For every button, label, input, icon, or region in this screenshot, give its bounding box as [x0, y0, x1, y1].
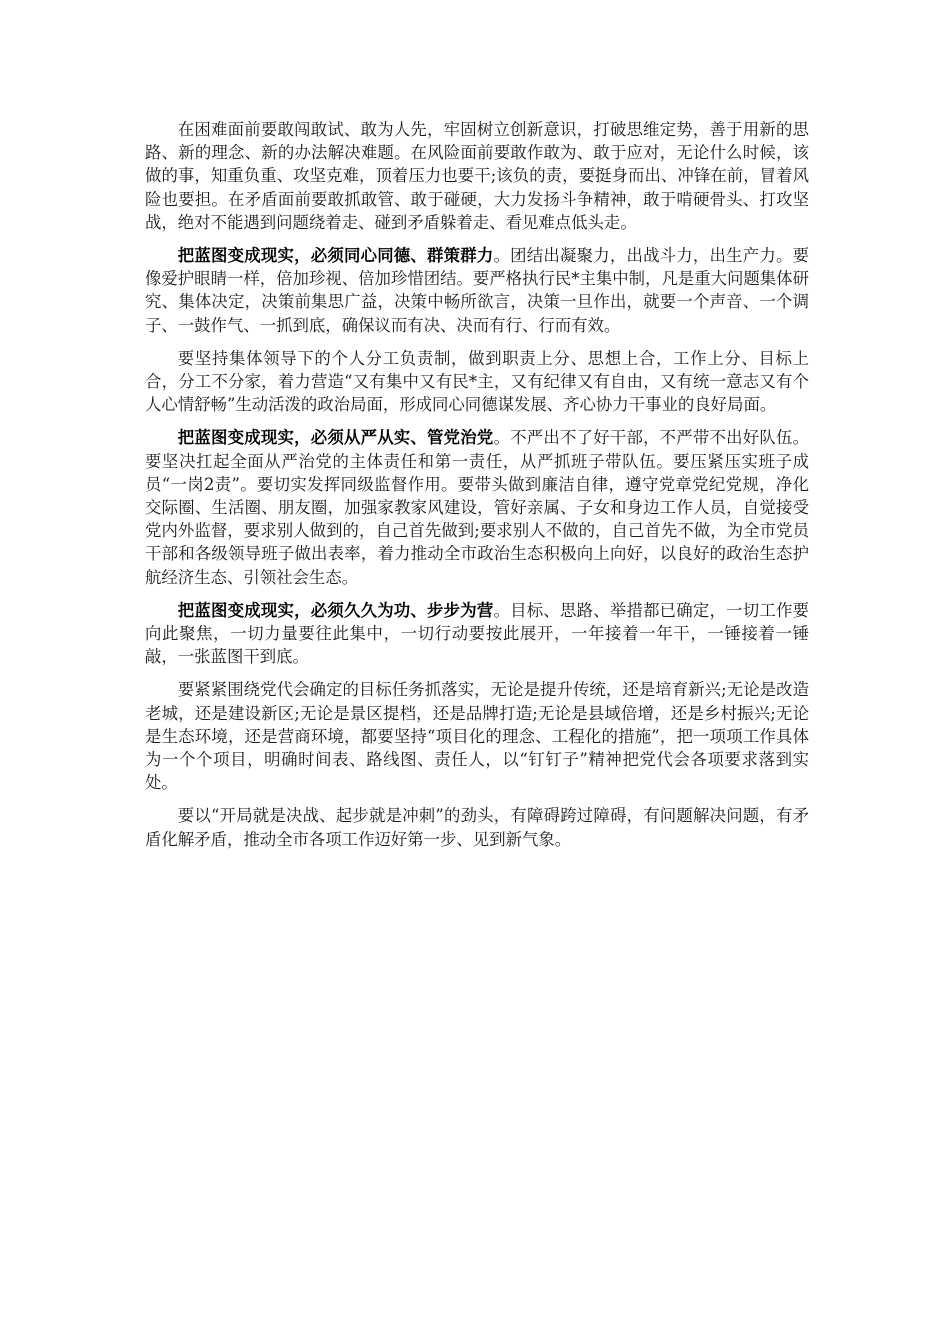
- paragraph-1-text: 在困难面前要敢闯敢试、敢为人先，牢固树立创新意识，打破思维定势，善于用新的思路、新的理念、新的办法解决难题。在风险面前要敢作敢为、敢于应对，无论什么时候，该做的事，知重负重、攻坚克难，顶着压力也要干;该负的责，要挺身而出、冲锋在前，冒着风险也要担。在矛盾面前要敢抓敢管、敢于碰硬，大力发扬斗争精神，敢于啃硬骨头、打攻坚战，绝对不能遇到问题绕着走、碰到矛盾躲着走、看见难点低头走。: [145, 120, 809, 232]
- document-body: [145, 118, 809, 861]
- paragraph-3: [145, 347, 809, 417]
- paragraph-5: [145, 599, 809, 669]
- paragraph-2: [145, 244, 809, 337]
- paragraph-6: [145, 678, 809, 794]
- paragraph-2-lead: 把蓝图变成现实，必须同心同德、群策群力: [177, 246, 494, 266]
- paragraph-7: [145, 804, 809, 850]
- paragraph-5-text: 。目标、思路、举措都已确定，一切工作要向此聚焦，一切力量要往此集中，一切行动要按此展开，一年接着一年干，一锤接着一锤敲，一张蓝图干到底。: [145, 600, 810, 667]
- paragraph-1: [145, 118, 809, 234]
- paragraph-4: [145, 426, 809, 588]
- paragraph-7-text: 要以“开局就是决战、起步就是冲刺”的劲头，有障碍跨过障碍，有问题解决问题，有矛盾化解矛盾，推动全市各项工作迈好第一步、见到新气象。: [145, 806, 809, 849]
- paragraph-2-text: 。团结出凝聚力，出战斗力，出生产力。要像爱护眼睛一样，倍加珍视、倍加珍惜团结。要严格执行民*主集中制，凡是重大问题集体研究、集体决定，决策前集思广益，决策中畅所欲言，决策一旦作出，就要一个声音、一个调子、一鼓作气、一抓到底，确保议而有决、决而有行、行而有效。: [145, 246, 810, 335]
- paragraph-4-lead: 把蓝图变成现实，必须从严从实、管党治党: [177, 428, 494, 448]
- paragraph-5-lead: 把蓝图变成现实，必须久久为功、步步为营: [177, 600, 494, 620]
- paragraph-4-text: 。不严出不了好干部，不严带不出好队伍。要坚决扛起全面从严治党的主体责任和第一责任，从严抓班子带队伍。要压紧压实班子成员“一岗2责”。要切实发挥同级监督作用。要带头做到廉洁自律，遵守党章党纪党规，净化交际圈、生活圈、朋友圈，加强家教家风建设，管好亲属、子女和身边工作人员，自觉接受党内外监督，要求别人做到的，自己首先做到;要求别人不做的，自己首先不做，为全市党员干部和各级领导班子做出表率，着力推动全市政治生态积极向上向好，以良好的政治生态护航经济生态、引领社会生态。: [145, 428, 810, 587]
- paragraph-3-text: 要坚持集体领导下的个人分工负责制，做到职责上分、思想上合，工作上分、目标上合，分工不分家，着力营造“又有集中又有民*主，又有纪律又有自由，又有统一意志又有个人心情舒畅”生动活泼的政治局面，形成同心同德谋发展、齐心协力干事业的良好局面。: [145, 348, 809, 415]
- paragraph-6-text: 要紧紧围绕党代会确定的目标任务抓落实，无论是提升传统，还是培育新兴;无论是改造老城，还是建设新区;无论是景区提档，还是品牌打造;无论是县域倍增，还是乡村振兴;无论是生态环境，还是营商环境，都要坚持“项目化的理念、工程化的措施”，把一项项工作具体为一个个项目，明确时间表、路线图、责任人，以“钉钉子”精神把党代会各项要求落到实处。: [145, 680, 809, 793]
